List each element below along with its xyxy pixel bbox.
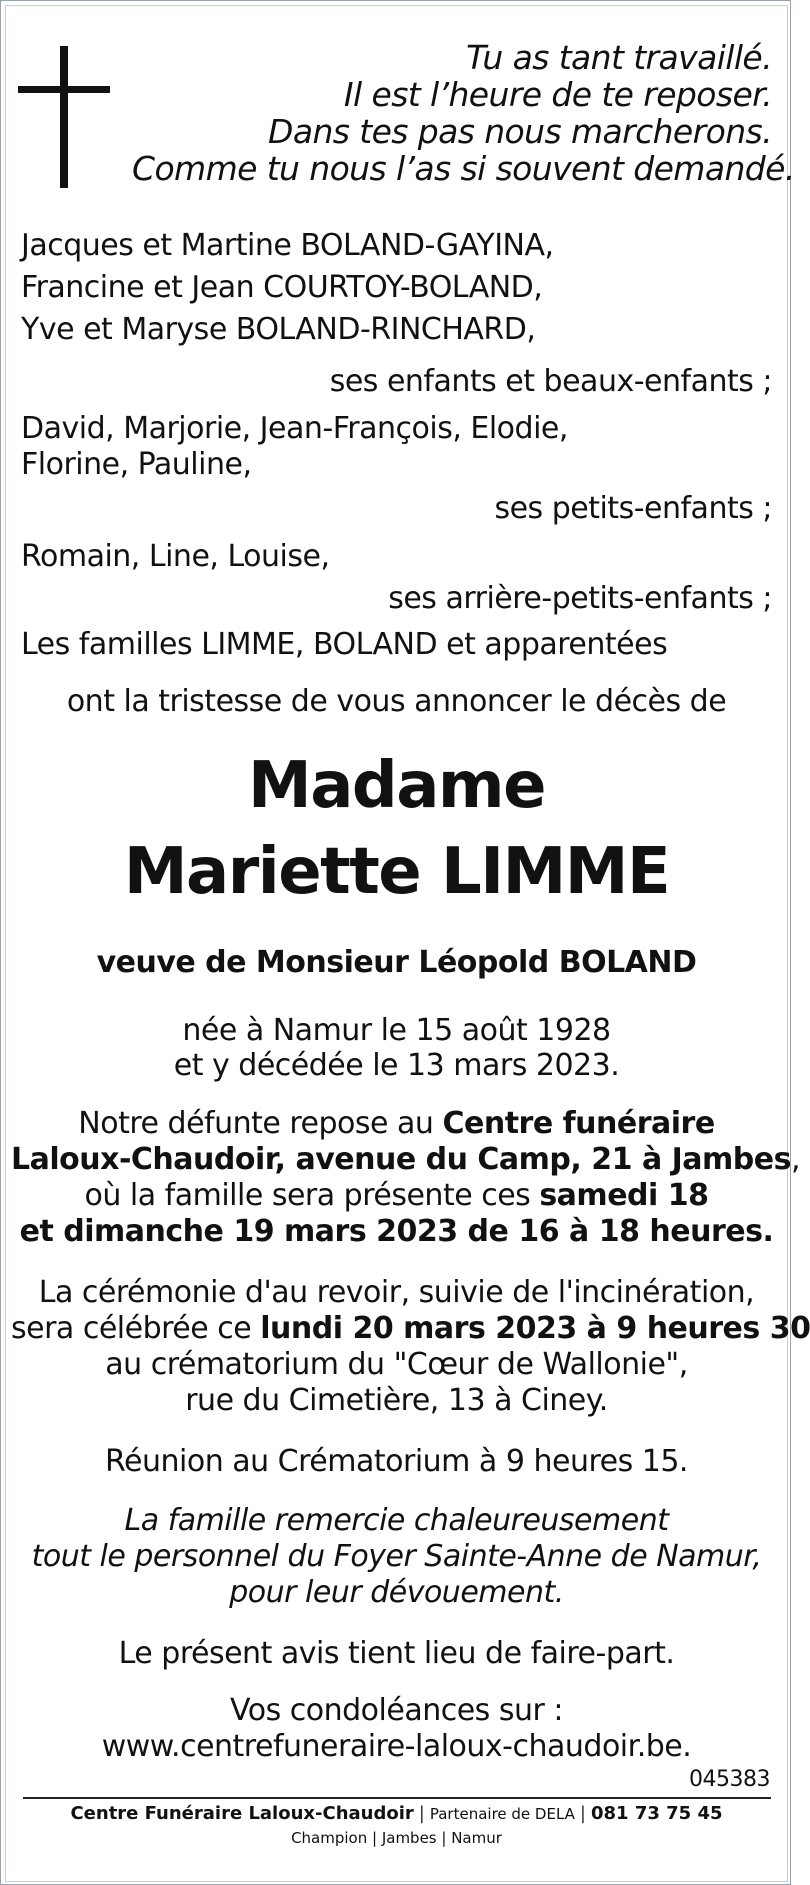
rest-line	[11, 1178, 782, 1214]
thanks-line: tout le personnel du Foyer Sainte-Anne de Namur,	[31, 1539, 762, 1574]
rest-hours: et dimanche 19 mars 2023 de 16 à 18 heures.	[19, 1214, 774, 1249]
ceremony-line	[11, 1311, 810, 1347]
thanks-line: La famille remercie chaleureusement	[124, 1503, 669, 1538]
footer-company: Centre Funéraire Laloux-Chaudoir	[70, 1803, 414, 1824]
thanks-line: pour leur dévouement.	[229, 1575, 564, 1610]
family-line: Jacques et Martine BOLAND-GAYINA,	[21, 228, 554, 263]
footer-main	[1, 1803, 792, 1824]
family-line: Les familles LIMME, BOLAND et apparentées	[21, 627, 668, 662]
footer-divider	[23, 1797, 771, 1799]
ceremony-line: rue du Cimetière, 13 à Ciney.	[185, 1383, 608, 1418]
deceased-name: Mariette LIMME	[123, 835, 670, 909]
footer-partner: Partenaire de DELA	[429, 1805, 575, 1823]
announcement: ont la tristesse de vous annoncer le décès de	[66, 684, 727, 719]
family-role: ses enfants et beaux-enfants ;	[329, 364, 772, 399]
death-line: et y décédée le 13 mars 2023.	[173, 1048, 620, 1083]
rest-text: Notre défunte repose au	[78, 1106, 443, 1141]
family-role: ses petits-enfants ;	[494, 491, 772, 526]
footer-phone: 081 73 75 45	[591, 1803, 723, 1824]
comma: ,	[790, 1142, 801, 1177]
family-role: ses arrière-petits-enfants ;	[388, 581, 772, 616]
meeting-line: Réunion au Crématorium à 9 heures 15.	[105, 1444, 688, 1479]
ceremony-line: au crématorium du "Cœur de Wallonie",	[105, 1347, 688, 1382]
notice-line: Le présent avis tient lieu de faire-part.	[118, 1636, 675, 1671]
cross-icon	[18, 46, 110, 188]
poem-line: Dans tes pas nous marcherons.	[268, 112, 772, 151]
ceremony-line: La cérémonie d'au revoir, suivie de l'incinération,	[38, 1275, 755, 1310]
footer-separator: |	[579, 1803, 586, 1824]
family-line: Romain, Line, Louise,	[21, 539, 330, 574]
family-line: David, Marjorie, Jean-François, Elodie,	[21, 411, 568, 446]
family-line: Francine et Jean COURTOY-BOLAND,	[21, 270, 543, 305]
poem-line: Tu as tant travaillé.	[466, 38, 772, 77]
condolences-url[interactable]: www.centrefuneraire-laloux-chaudoir.be.	[101, 1729, 692, 1764]
family-line: Yve et Maryse BOLAND-RINCHARD,	[21, 312, 536, 347]
rest-line	[11, 1214, 782, 1250]
rest-address: Laloux-Chaudoir, avenue du Camp, 21 à Jambes	[11, 1142, 791, 1177]
rest-place: Centre funéraire	[442, 1106, 715, 1141]
family-line: Florine, Pauline,	[21, 447, 252, 482]
footer-separator: |	[418, 1803, 425, 1824]
rest-line	[11, 1142, 801, 1178]
poem-line: Comme tu nous l’as si souvent demandé.	[132, 149, 795, 188]
ceremony-text: sera célébrée ce	[11, 1311, 261, 1346]
birth-line: née à Namur le 15 août 1928	[182, 1013, 611, 1048]
poem-line: Il est l’heure de te reposer.	[343, 75, 772, 114]
rest-date: samedi 18	[539, 1178, 709, 1213]
footer-locations: Champion | Jambes | Namur	[291, 1829, 502, 1847]
ceremony-date: lundi 20 mars 2023 à 9 heures 30	[260, 1311, 810, 1346]
condolences-line: Vos condoléances sur :	[230, 1693, 563, 1728]
deceased-title: Madame	[248, 749, 545, 823]
rest-line	[11, 1106, 782, 1142]
poem	[132, 38, 795, 188]
widow-of: veuve de Monsieur Léopold BOLAND	[96, 945, 697, 980]
reference-number: 045383	[689, 1767, 770, 1792]
rest-text: où la famille sera présente ces	[84, 1178, 540, 1213]
